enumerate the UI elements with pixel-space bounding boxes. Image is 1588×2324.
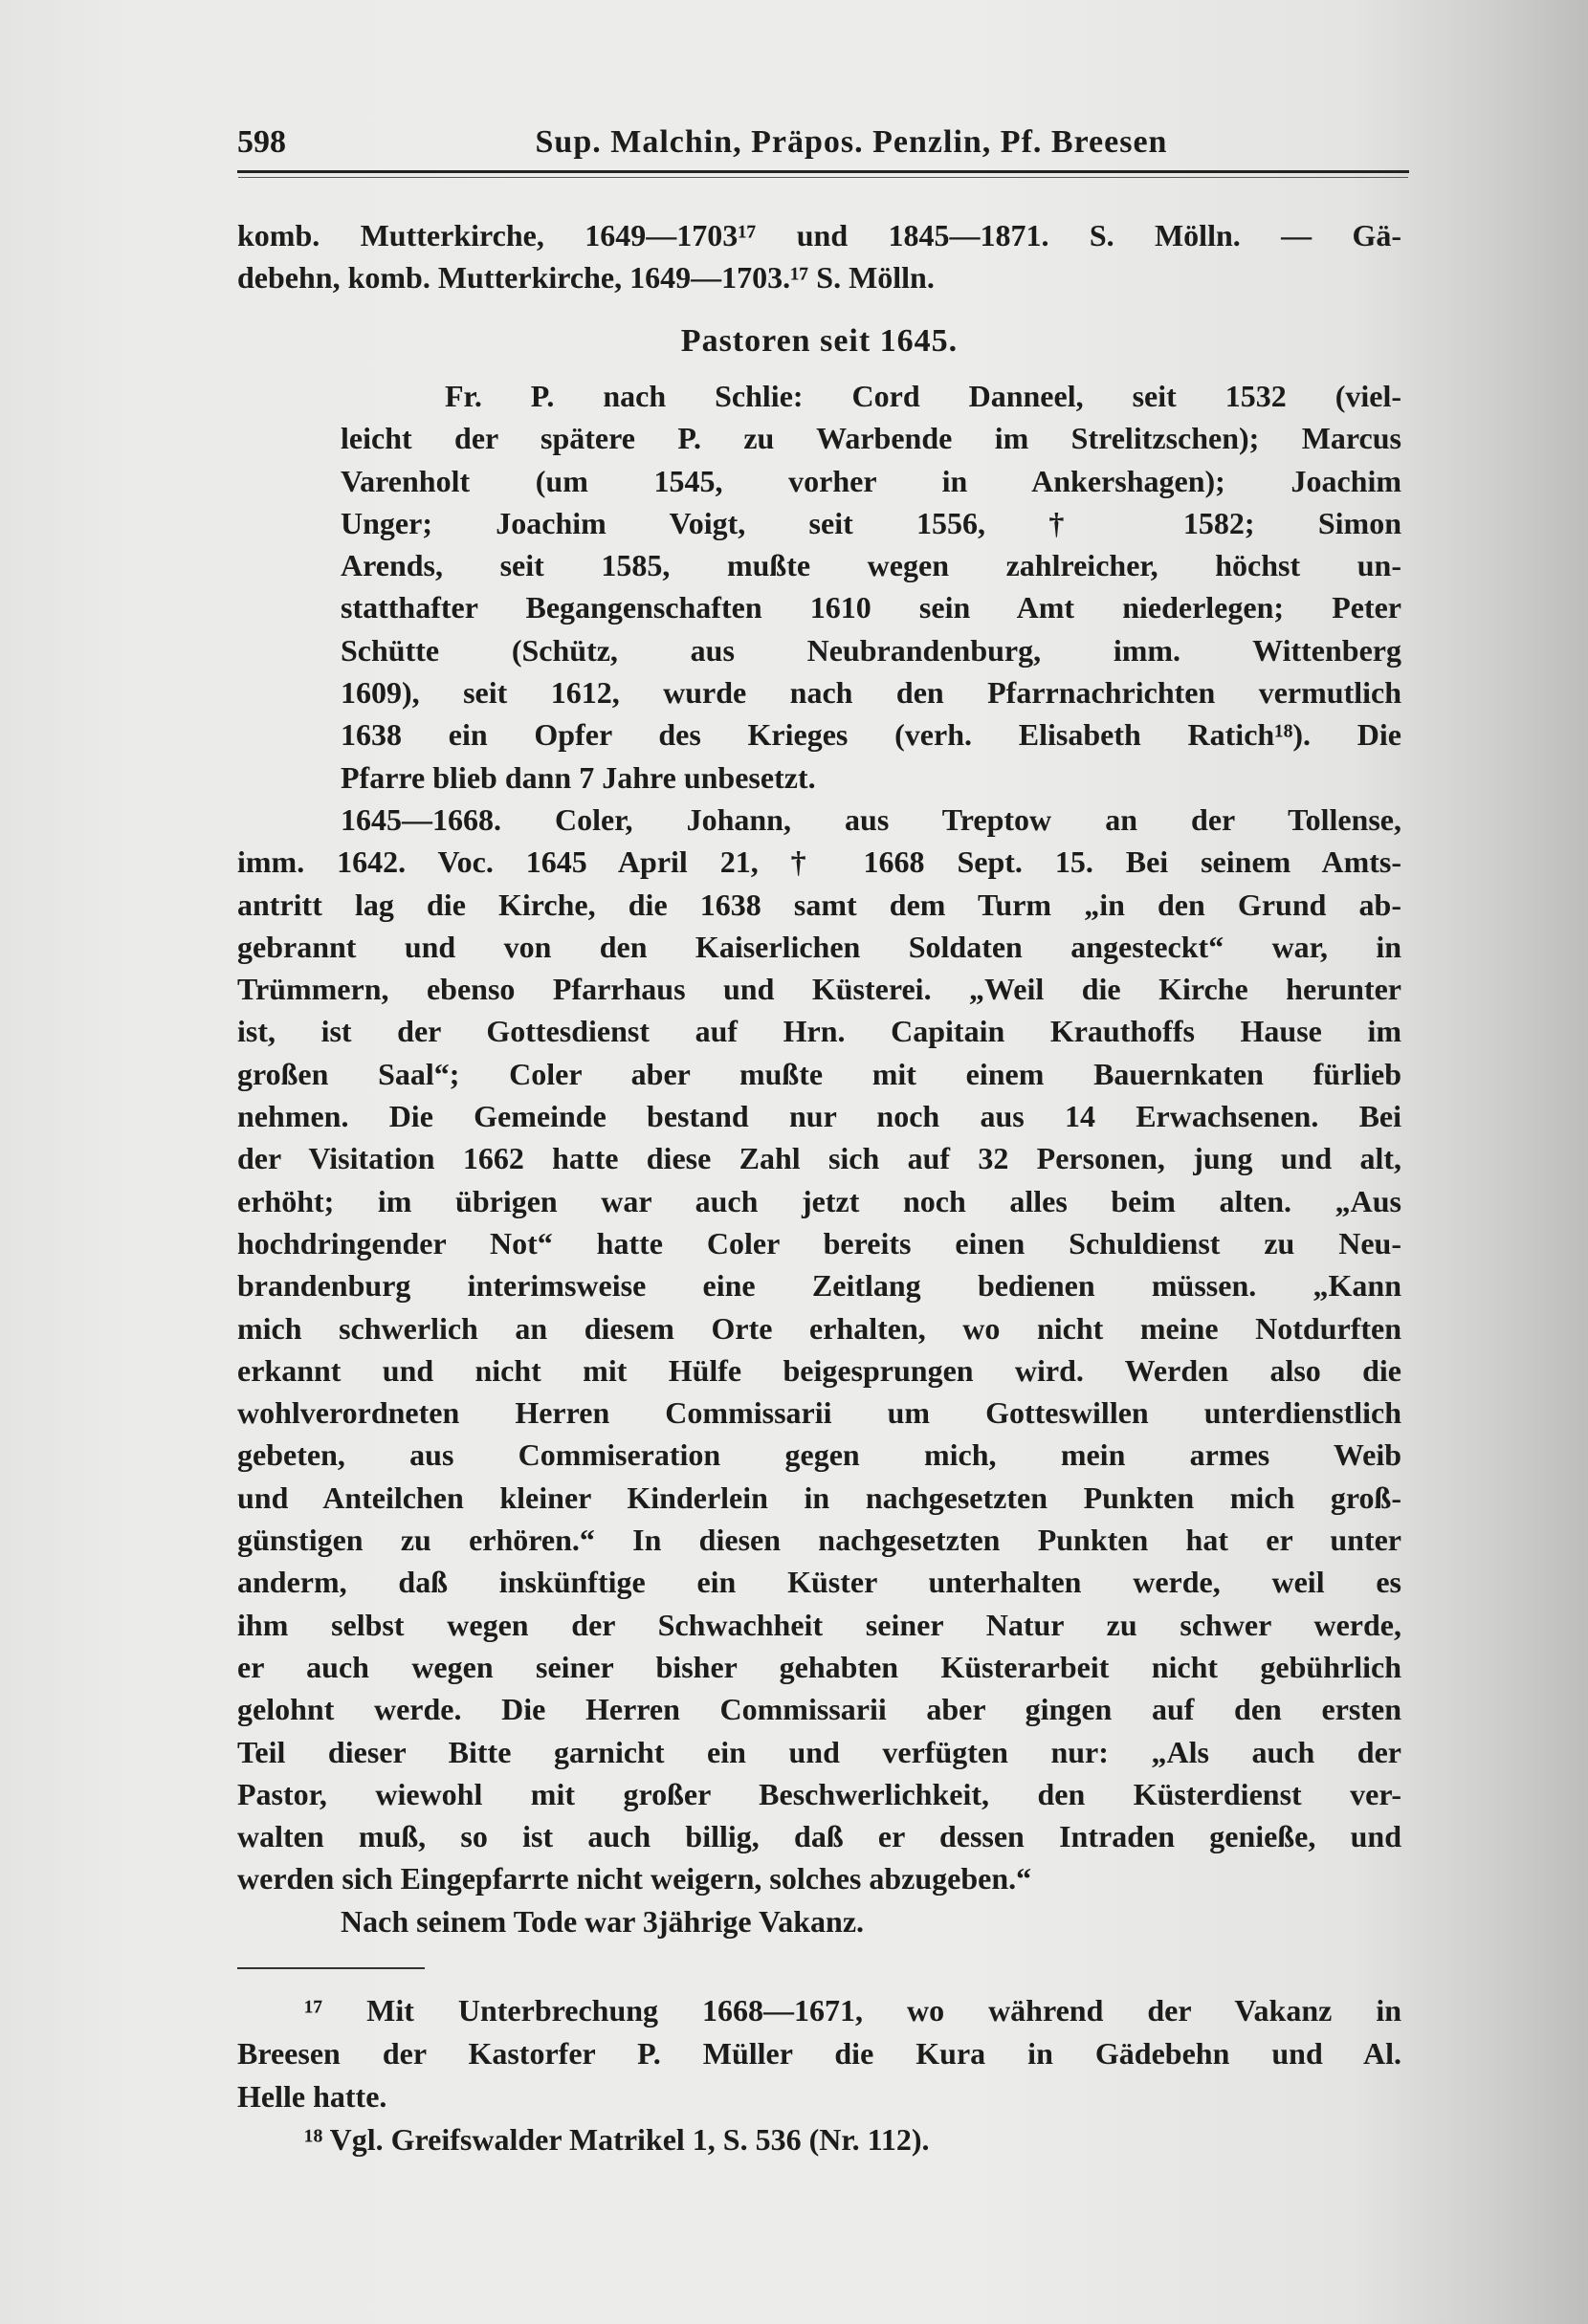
- paragraph: [237, 1900, 1401, 1942]
- paragraph: [341, 375, 1401, 799]
- paragraph-line: nehmen. Die Gemeinde bestand nur noch aus 14 Erwachsenen. Bei: [237, 1099, 1401, 1134]
- paragraph-line: anderm, daß inskünftige ein Küster unterhalten werde, weil es: [237, 1565, 1401, 1600]
- footnote-line: Breesen der Kastorfer P. Müller die Kura in Gädebehn und Al.: [237, 2036, 1401, 2071]
- paragraph-line: leicht der spätere P. zu Warbende im Strelitzschen); Marcus: [341, 421, 1401, 456]
- paragraph-line: gelohnt werde. Die Herren Commissarii aber gingen auf den ersten: [237, 1692, 1401, 1727]
- paragraph-line: brandenburg interimsweise eine Zeitlang bedienen müssen. „Kann: [237, 1268, 1401, 1304]
- paragraph-line: walten muß, so ist auch billig, daß er dessen Intraden genieße, und: [237, 1819, 1401, 1854]
- footnote-line: Helle hatte.: [237, 2079, 387, 2114]
- paragraph-line: mich schwerlich an diesem Orte erhalten, wo nicht meine Notdurften: [237, 1310, 1401, 1346]
- paragraph-line: gebeten, aus Commiseration gegen mich, mein armes Weib: [237, 1437, 1401, 1473]
- paragraph-line: der Visitation 1662 hatte diese Zahl sich auf 32 Personen, jung und alt,: [237, 1141, 1401, 1176]
- paragraph-line: großen Saal“; Coler aber mußte mit einem Bauernkaten fürlieb: [237, 1056, 1401, 1091]
- paragraph-line: erhöht; im übrigen war auch jetzt noch alles beim alten. „Aus: [237, 1183, 1401, 1218]
- paragraph-line: günstigen zu erhören.“ In diesen nachgesetzten Punkten hat er unter: [237, 1523, 1401, 1558]
- paragraph-line: Pastor, wiewohl mit großer Beschwerlichkeit, den Küsterdienst ver-: [237, 1776, 1401, 1811]
- header-rule: [237, 170, 1409, 173]
- paragraph-line: hochdringender Not“ hatte Coler bereits einen Schuldienst zu Neu-: [237, 1225, 1401, 1261]
- footnote-line: ¹⁸ Vgl. Greifswalder Matrikel 1, S. 536 (Nr. 112).: [304, 2122, 930, 2157]
- paragraph-line: 1638 ein Opfer des Krieges (verh. Elisabeth Ratich¹⁸). Die: [341, 717, 1401, 753]
- section-heading: Pastoren seit 1645.: [680, 323, 959, 359]
- footnote-rule: [237, 1967, 425, 1969]
- paragraph-line: Varenholt (um 1545, vorher in Ankershagen); Joachim: [341, 463, 1401, 498]
- intro-text: [237, 214, 1401, 298]
- paragraph-line: Unger; Joachim Voigt, seit 1556, † 1582; Simon: [341, 505, 1401, 540]
- paragraph-line: 1645—1668. Coler, Johann, aus Treptow an der Tollense,: [341, 802, 1401, 837]
- footnotes: [237, 1989, 1401, 2161]
- paragraph-line: imm. 1642. Voc. 1645 April 21, † 1668 Sept. 15. Bei seinem Amts-: [237, 844, 1401, 880]
- running-header: Sup. Malchin, Präpos. Penzlin, Pf. Breesen: [535, 124, 1168, 160]
- footnote-17: [237, 1989, 1401, 2118]
- page-number: 598: [237, 124, 286, 160]
- footnote-line: ¹⁷ Mit Unterbrechung 1668—1671, wo während der Vakanz in: [304, 1993, 1401, 2028]
- paragraph-line: ist, ist der Gottesdienst auf Hrn. Capitain Krauthoffs Hause im: [237, 1014, 1401, 1049]
- paragraph-line: Teil dieser Bitte garnicht ein und verfügten nur: „Als auch der: [237, 1734, 1401, 1769]
- paragraph-line: gebrannt und von den Kaiserlichen Soldaten angesteckt“ war, in: [237, 929, 1401, 964]
- paragraph-line: Fr. P. nach Schlie: Cord Danneel, seit 1532 (viel-: [445, 379, 1401, 413]
- paragraph-line: 1609), seit 1612, wurde nach den Pfarrnachrichten vermutlich: [341, 675, 1401, 711]
- paragraph-line: ihm selbst wegen der Schwachheit seiner Natur zu schwer werde,: [237, 1607, 1401, 1642]
- intro-line: komb. Mutterkirche, 1649—1703¹⁷ und 1845—1871. S. Mölln. — Gä-: [237, 218, 1401, 252]
- footnote-18: [237, 2118, 1401, 2161]
- intro-line: debehn, komb. Mutterkirche, 1649—1703.¹⁷ S. Mölln.: [237, 260, 935, 295]
- paragraph-line: er auch wegen seiner bisher gehabten Küsterarbeit nicht gebührlich: [237, 1649, 1401, 1684]
- paragraph-line: statthafter Begangenschaften 1610 sein Amt niederlegen; Peter: [341, 590, 1401, 625]
- paragraph-line: Pfarre blieb dann 7 Jahre unbesetzt.: [341, 759, 816, 795]
- paragraph-line: Nach seinem Tode war 3jährige Vakanz.: [341, 1903, 865, 1939]
- paragraph-line: Schütte (Schütz, aus Neubrandenburg, imm. Wittenberg: [341, 632, 1401, 668]
- paragraph-line: erkannt und nicht mit Hülfe beigesprungen wird. Werden also die: [237, 1352, 1401, 1388]
- paragraph-line: antritt lag die Kirche, die 1638 samt dem Turm „in den Grund ab-: [237, 887, 1401, 922]
- paragraph-line: und Anteilchen kleiner Kinderlein in nachgesetzten Punkten mich groß-: [237, 1480, 1401, 1515]
- paragraph: [237, 799, 1401, 1900]
- paragraph-line: wohlverordneten Herren Commissarii um Gotteswillen unterdienstlich: [237, 1395, 1401, 1431]
- paragraph-line: Arends, seit 1585, mußte wegen zahlreicher, höchst un-: [341, 548, 1401, 583]
- paragraph-line: werden sich Eingepfarrte nicht weigern, solches abzugeben.“: [237, 1861, 1032, 1896]
- paragraph-line: Trümmern, ebenso Pfarrhaus und Küsterei. „Weil die Kirche herunter: [237, 972, 1401, 1007]
